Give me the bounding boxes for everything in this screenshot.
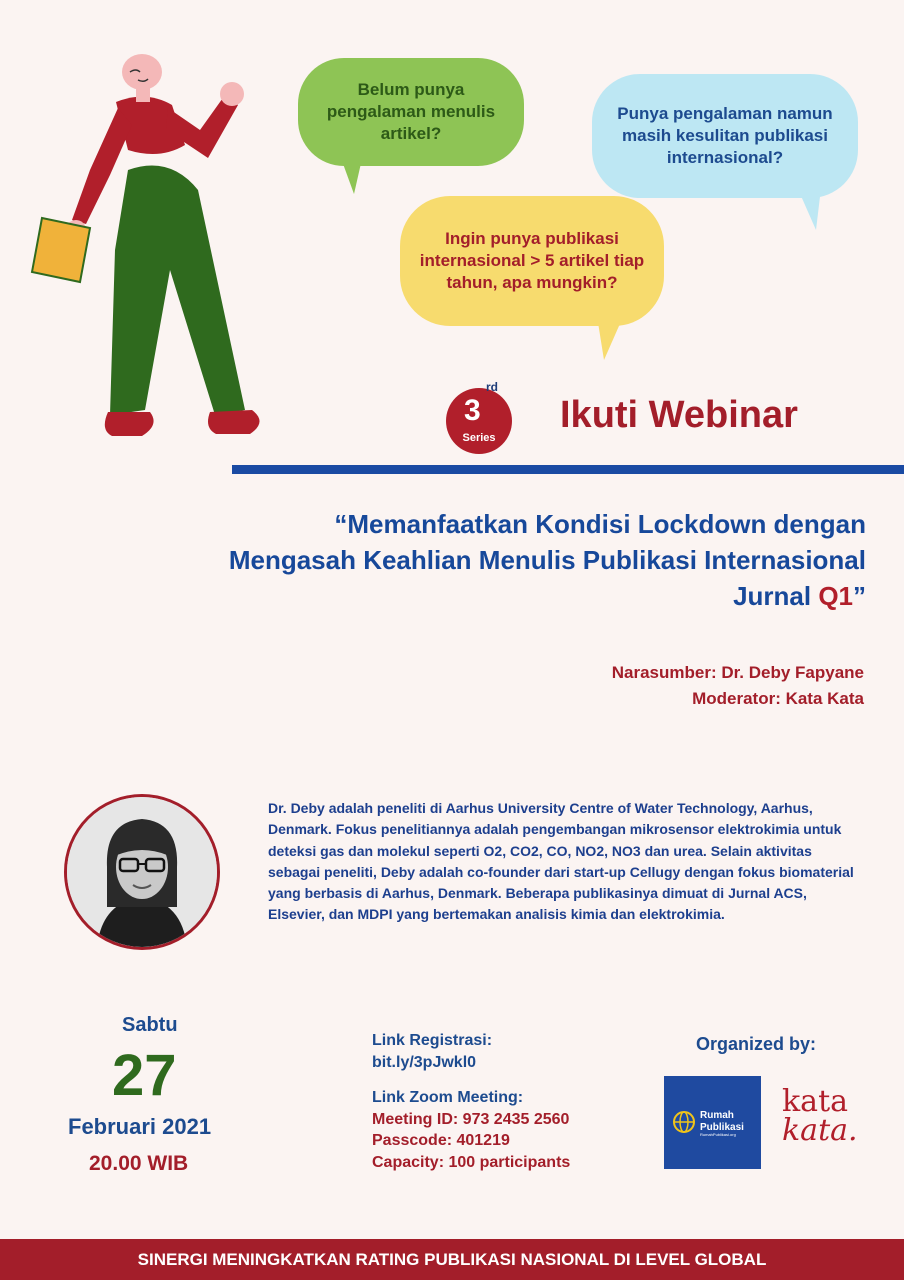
narasumber-text: Narasumber: Dr. Deby Fapyane (611, 663, 864, 682)
title-line-3-prefix: Jurnal (733, 580, 819, 611)
speaker-portrait-icon (67, 797, 217, 947)
speech-bubble-green (298, 58, 524, 166)
bubble-text-green: Belum punya pengalaman menulis artikel? (326, 79, 496, 144)
bubble-text-yellow: Ingin punya publikasi internasional > 5 artikel tiap tahun, apa mungkin? (419, 228, 645, 293)
bubble-tail-blue (790, 180, 830, 232)
series-label: Series (462, 432, 496, 444)
speech-bubble-yellow (400, 196, 664, 326)
registration-link[interactable]: bit.ly/3pJwkl0 (372, 1053, 477, 1071)
title-highlight-q1: Q1 (818, 580, 853, 611)
woman-illustration (20, 50, 280, 450)
event-day: Sabtu (122, 1014, 178, 1036)
rumah-publikasi-logo (664, 1076, 761, 1169)
globe-icon (672, 1110, 696, 1134)
bubble-text-blue: Punya pengalaman namun masih kesulitan publikasi internasional? (617, 103, 833, 168)
event-month-year: Februari 2021 (68, 1114, 212, 1139)
speaker-bio: Dr. Deby adalah peneliti di Aarhus University Centre of Water Technology, Aarhus, Denmark. Fokus penelitiannya adalah pengembangan mikrosensor elektrokimia untuk deteksi gas dan molekul seperti O2, CO2, CO, NO2, NO3 dan urea. Selain aktivitas sebagai peneliti, Deby adalah co-founder dari start-up Cellugy dengan fokus biomaterial yang berbasis di Aarhus, Denmark. Beberapa publikasinya dimuat di Jurnal ACS, Elsevier, dan MDPI yang bertemakan analisis kimia dan elektrokimia. (268, 800, 854, 923)
event-date: 27 (112, 1043, 177, 1108)
title-line-3-suffix: ” (853, 580, 866, 611)
series-number: 3 (464, 394, 481, 427)
speaker-info (612, 660, 864, 713)
title-line-3 (46, 579, 866, 615)
bubble-tail-green (334, 150, 374, 196)
event-links (372, 1030, 570, 1174)
event-time: 20.00 WIB (89, 1152, 189, 1175)
divider-bar (232, 465, 904, 474)
organized-by-label: Organized by: (696, 1034, 817, 1054)
title-line-1: “Memanfaatkan Kondisi Lockdown dengan (334, 509, 866, 539)
rp-logo-url: RumahPublikasi.org (700, 1132, 736, 1137)
zoom-label: Link Zoom Meeting: (372, 1089, 524, 1107)
registration-label: Link Registrasi: (372, 1032, 493, 1049)
kata-kata-logo (782, 1084, 858, 1148)
title-line-2: Mengasah Keahlian Menulis Publikasi Internasional (228, 544, 866, 575)
footer-banner: SINERGI MENINGKATKAN RATING PUBLIKASI NASIONAL DI LEVEL GLOBAL (0, 1239, 904, 1280)
zoom-capacity: Capacity: 100 participants (372, 1153, 571, 1171)
speaker-photo (64, 794, 220, 950)
kk-logo-line2: kata. (782, 1112, 858, 1148)
rp-logo-line2: Publikasi (700, 1121, 744, 1133)
rp-logo-line1: Rumah (700, 1110, 734, 1121)
zoom-meeting-id: Meeting ID: 973 2435 2560 (372, 1110, 570, 1128)
moderator-text: Moderator: Kata Kata (692, 689, 864, 709)
webinar-title (46, 507, 866, 615)
page-heading: Ikuti Webinar (560, 394, 798, 436)
bubble-tail-yellow (596, 310, 636, 362)
zoom-passcode: Passcode: 401219 (372, 1132, 510, 1150)
kk-logo-line1: kata (782, 1084, 849, 1119)
series-badge (446, 380, 512, 454)
series-suffix: rd (486, 380, 498, 394)
